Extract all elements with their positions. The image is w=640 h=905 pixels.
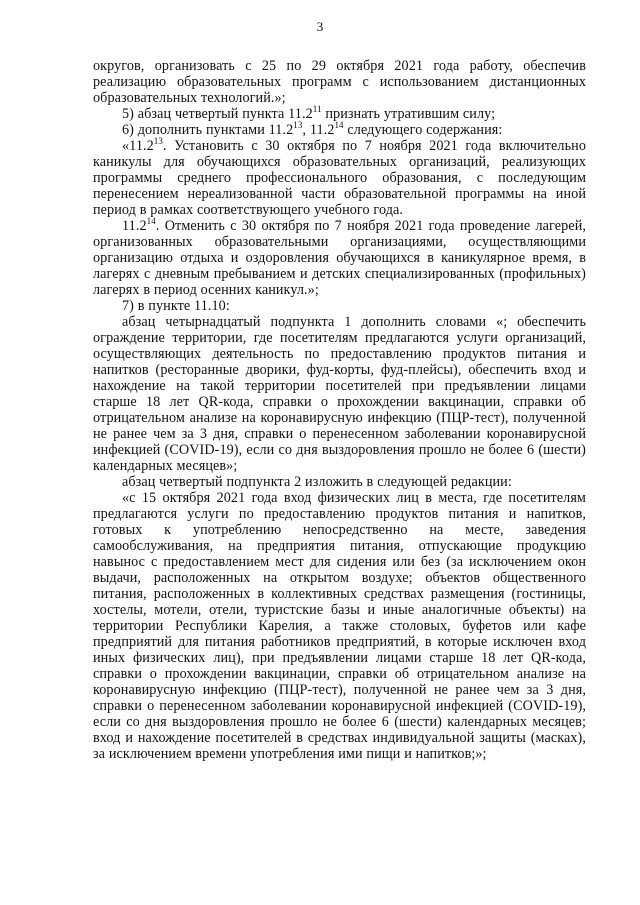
superscript: 13 [153, 136, 163, 146]
text-run: «с 15 октября 2021 года вход физических лиц в места, где посетителям предлагаются услуги по предоставлению продуктов питания и напитков, готовых к употреблению непосредственно на месте, заведения самообслуживания, на предприятия питания, отпускающие продукцию навынос с предоставлением мест для сидения или без (за исключением окон выдачи, расположенных на открытом воздухе; объектов общественного питания, расположенных в коллективных средствах размещения (гостиницы, хостелы, мотели, отели, туристские базы и иные аналогичные объекты) на территории Республики Карелия, а также столовых, буфетов или кафе предприятий для питания работников предприятий, в которые исключен вход иных физических лиц), при предъявлении лицами старше 18 лет QR-кода, справки о прохождении вакцинации, справки об отрицательном анализе на коронавирусную инфекцию (ПЦР-тест), полученной не ранее чем за 3 дня, справки о перенесенном заболевании коронавирусной инфекцией (COVID-19), если со дня выздоровления прошло не более 6 (шести) календарных месяцев; вход и нахождение посетителей в средствах индивидуальной защиты (масках), за исключением времени употребления ими пищи и напитков;»; [93, 490, 586, 762]
paragraph [93, 474, 586, 490]
text-run: 5) абзац четвертый пункта 11.2 [122, 106, 313, 122]
document-body [93, 58, 586, 762]
page-number: 3 [316, 19, 324, 34]
paragraph [93, 490, 586, 762]
superscript: 11 [312, 104, 322, 114]
text-run: 7) в пункте 11.10: [122, 298, 230, 314]
text-run: абзац четвертый подпункта 2 изложить в следующей редакции: [122, 474, 512, 490]
paragraph [93, 314, 586, 474]
superscript: 14 [334, 120, 344, 130]
paragraph [93, 58, 586, 106]
text-run: округов, организовать с 25 по 29 октября 2021 года работу, обеспечив реализацию образовательных программ с использованием дистанционных образовательных технологий.»; [93, 58, 586, 106]
paragraph [93, 122, 586, 138]
superscript: 14 [146, 216, 156, 226]
text-run: , 11.2 [302, 122, 335, 138]
text-run: следующего содержания: [343, 122, 503, 138]
text-run: «11.2 [122, 138, 154, 154]
text-run: признать утратившим силу; [321, 106, 496, 122]
superscript: 13 [293, 120, 303, 130]
paragraph [93, 298, 586, 314]
paragraph [93, 138, 586, 218]
text-run: . Установить с 30 октября по 7 ноября 2021 года включительно каникулы для обучающихся образовательных организаций, реализующих программы среднего профессионального образования, с последующим перенесением нереализованной части образовательной программы на иной период в рамках соответствующего учебного года. [93, 138, 586, 218]
text-run: 11.2 [122, 218, 147, 234]
text-run: 6) дополнить пунктами 11.2 [122, 122, 294, 138]
paragraph [93, 218, 586, 298]
text-run: абзац четырнадцатый подпункта 1 дополнить словами «; обеспечить ограждение территории, где посетителям предлагаются услуги организаций, осуществляющих деятельность по предоставлению продуктов питания и напитков (ресторанные дворики, фуд-корты, фуд-плейсы), обеспечить вход и нахождение на такой территории посетителей при предъявлении лицами старше 18 лет QR-кода, справки о прохождении вакцинации, справки об отрицательном анализе на коронавирусную инфекцию (ПЦР-тест), полученной не ранее чем за 3 дня, справки о перенесенном заболевании коронавирусной инфекцией (COVID-19), если со дня выздоровления прошло не более 6 (шести) календарных месяцев»; [93, 314, 586, 474]
text-run: . Отменить с 30 октября по 7 ноября 2021 года проведение лагерей, организованных образовательными организациями, осуществляющими организацию отдыха и оздоровления обучающихся в каникулярное время, в лагерях с дневным пребыванием и детских специализированных (профильных) лагерях в период осенних каникул.»; [93, 218, 586, 298]
